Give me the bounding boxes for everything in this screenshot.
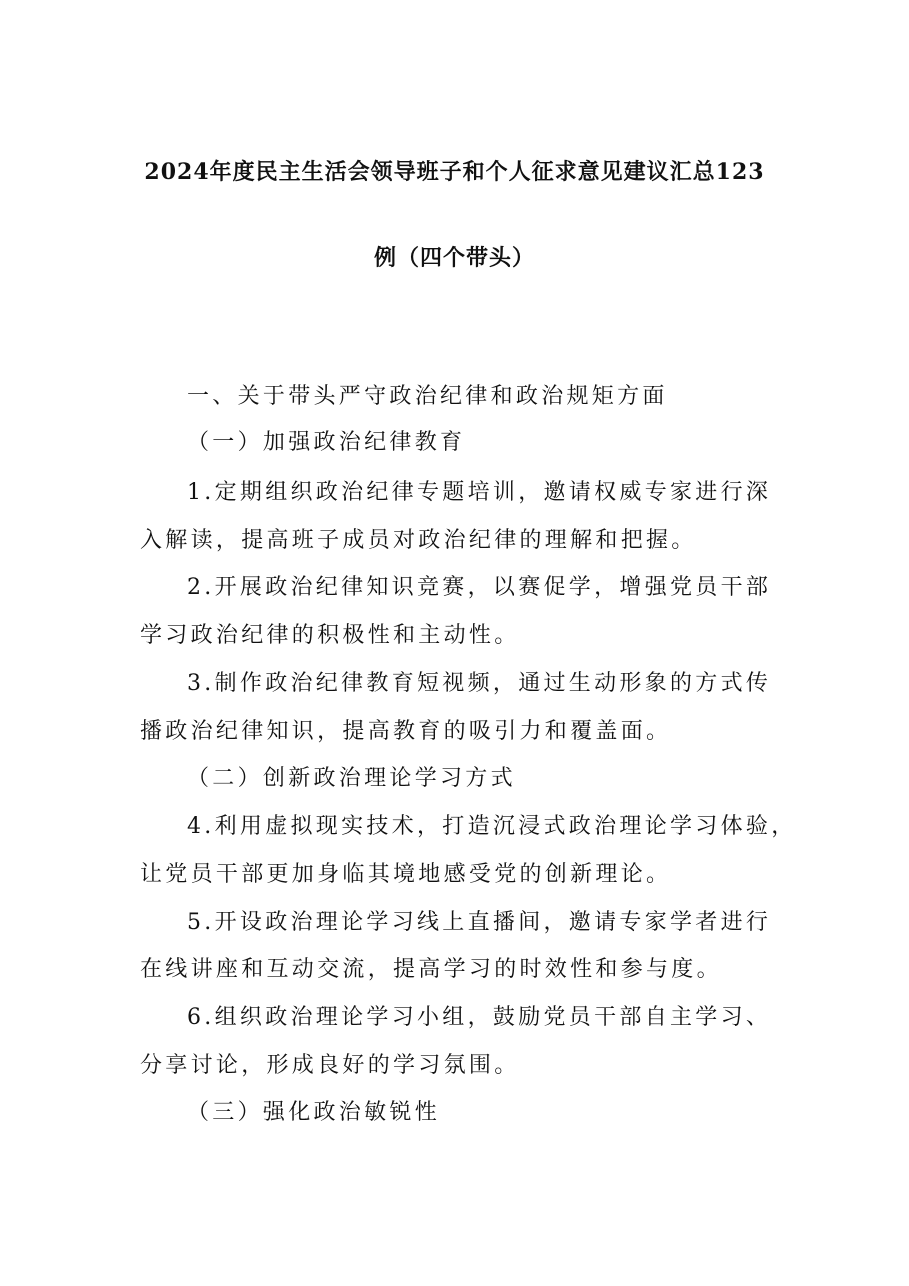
subsection-heading-2: （二）创新政治理论学习方式 <box>187 766 516 791</box>
document-title-line-1: 2024年度民主生活会领导班子和个人征求意见建议汇总123 <box>144 159 765 185</box>
item-1-line-1: 1.定期组织政治纪律专题培训，邀请权威专家进行深 <box>187 480 772 505</box>
document-title-line-2: 例（四个带头） <box>373 245 535 271</box>
item-5-line-1: 5.开设政治理论学习线上直播间，邀请专家学者进行 <box>187 910 772 935</box>
item-3-line-1: 3.制作政治纪律教育短视频，通过生动形象的方式传 <box>187 671 772 696</box>
item-6-line-1: 6.组织政治理论学习小组，鼓励党员干部自主学习、 <box>187 1005 772 1030</box>
item-2-line-2: 学习政治纪律的积极性和主动性。 <box>140 623 520 648</box>
subsection-heading-1: （一）加强政治纪律教育 <box>187 430 466 455</box>
subsection-heading-3: （三）强化政治敏锐性 <box>187 1100 441 1125</box>
item-6-line-2: 分享讨论，形成良好的学习氛围。 <box>140 1053 520 1078</box>
item-4-line-1: 4.利用虚拟现实技术，打造沉浸式政治理论学习体验， <box>187 814 797 839</box>
item-1-line-2: 入解读，提高班子成员对政治纪律的理解和把握。 <box>140 528 697 553</box>
section-heading-1: 一、关于带头严守政治纪律和政治规矩方面 <box>187 384 668 409</box>
item-3-line-2: 播政治纪律知识，提高教育的吸引力和覆盖面。 <box>140 719 672 744</box>
item-2-line-1: 2.开展政治纪律知识竞赛，以赛促学，增强党员干部 <box>187 575 772 600</box>
item-4-line-2: 让党员干部更加身临其境地感受党的创新理论。 <box>140 862 672 887</box>
item-5-line-2: 在线讲座和互动交流，提高学习的时效性和参与度。 <box>140 957 722 982</box>
